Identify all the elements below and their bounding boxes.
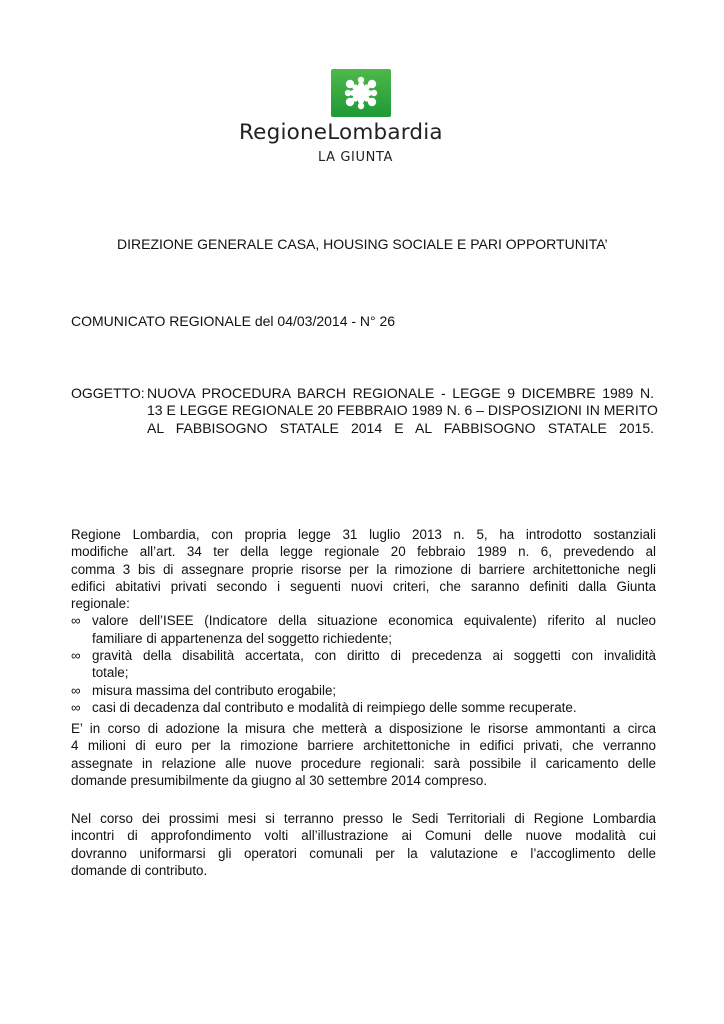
- criteria-list: [71, 612, 656, 716]
- paragraph-line: edifici abitativi privati secondo i seguenti nuovi criteri, che saranno definiti dalla Giunta: [71, 578, 656, 594]
- list-item-line: casi di decadenza dal contributo e modalità di reimpiego delle somme recuperate.: [92, 699, 577, 715]
- oggetto-text: [147, 385, 658, 437]
- comunicato-heading: COMUNICATO REGIONALE del 04/03/2014 - N° 26: [71, 313, 396, 329]
- infinity-bullet-icon: ∞: [71, 613, 81, 629]
- direzione-heading: DIREZIONE GENERALE CASA, HOUSING SOCIALE E PARI OPPORTUNITA’: [117, 236, 608, 252]
- list-item: [71, 682, 656, 699]
- list-item-line: valore dell’ISEE (Indicatore della situazione economica equivalente) riferito al nucleo: [92, 613, 656, 629]
- list-item: [71, 612, 656, 647]
- paragraph-line: domande presumibilmente da giugno al 30 settembre 2014 compreso.: [71, 772, 488, 788]
- paragraph-line: Regione Lombardia, con propria legge 31 luglio 2013 n. 5, ha introdotto sostanziali: [71, 527, 656, 542]
- paragraph-line: dovranno uniformarsi gli operatori comunali per la valutazione e l’accoglimento delle: [71, 845, 656, 861]
- paragraph-intro: [71, 526, 656, 716]
- list-item-line: misura massima del contributo erogabile;: [92, 682, 337, 698]
- infinity-bullet-icon: ∞: [71, 648, 81, 664]
- oggetto-line: NUOVA PROCEDURA BARCH REGIONALE - LEGGE 9 DICEMBRE 1989 N.: [147, 385, 654, 401]
- paragraph-line: regionale:: [71, 596, 130, 612]
- oggetto-line: AL FABBISOGNO STATALE 2014 E AL FABBISOGNO STATALE 2015.: [147, 419, 654, 436]
- paragraph-meetings: [71, 810, 656, 879]
- infinity-bullet-icon: ∞: [71, 682, 81, 698]
- paragraph-line: E’ in corso di adozione la misura che metterà a disposizione le risorse ammontanti a circa: [71, 721, 656, 736]
- paragraph-line: modifiche all’art. 34 ter della legge regionale 20 febbraio 1989 n. 6, prevedendo al: [71, 544, 656, 560]
- list-item: [71, 699, 656, 716]
- infinity-bullet-icon: ∞: [71, 699, 81, 715]
- oggetto-line: 13 E LEGGE REGIONALE 20 FEBBRAIO 1989 N. 6 – DISPOSIZIONI IN MERITO: [147, 402, 658, 419]
- list-item: [71, 647, 656, 682]
- brand-name: RegioneLombardia: [239, 120, 443, 145]
- paragraph-line: domande di contributo.: [71, 862, 208, 878]
- list-item-line: familiare di appartenenza del soggetto richiedente;: [92, 630, 392, 646]
- paragraph-line: 4 milioni di euro per la rimozione barriere architettoniche in edifici privati, che verranno: [71, 738, 656, 754]
- paragraph-line: Nel corso dei prossimi mesi si terranno presso le Sedi Territoriali di Regione Lombardia: [71, 811, 656, 826]
- list-item-line: totale;: [92, 665, 129, 681]
- list-item-line: gravità della disabilità accertata, con diritto di precedenza ai soggetti con invalidità: [92, 648, 656, 664]
- brand-subtitle: LA GIUNTA: [318, 150, 393, 165]
- paragraph-line: comma 3 bis di assegnare proprie risorse per la rimozione di barriere architettoniche negli: [71, 561, 656, 577]
- paragraph-line: incontri di approfondimento volti all’illustrazione ai Comuni delle nuove modalità cui: [71, 828, 656, 844]
- regione-lombardia-logo: [331, 69, 391, 117]
- oggetto-label: OGGETTO:: [71, 385, 145, 401]
- rosa-camuna-icon: [331, 69, 391, 117]
- paragraph-line: assegnate in relazione alle nuove procedure regionali: sarà possibile il caricamento delle: [71, 755, 656, 771]
- paragraph-measure: [71, 720, 656, 789]
